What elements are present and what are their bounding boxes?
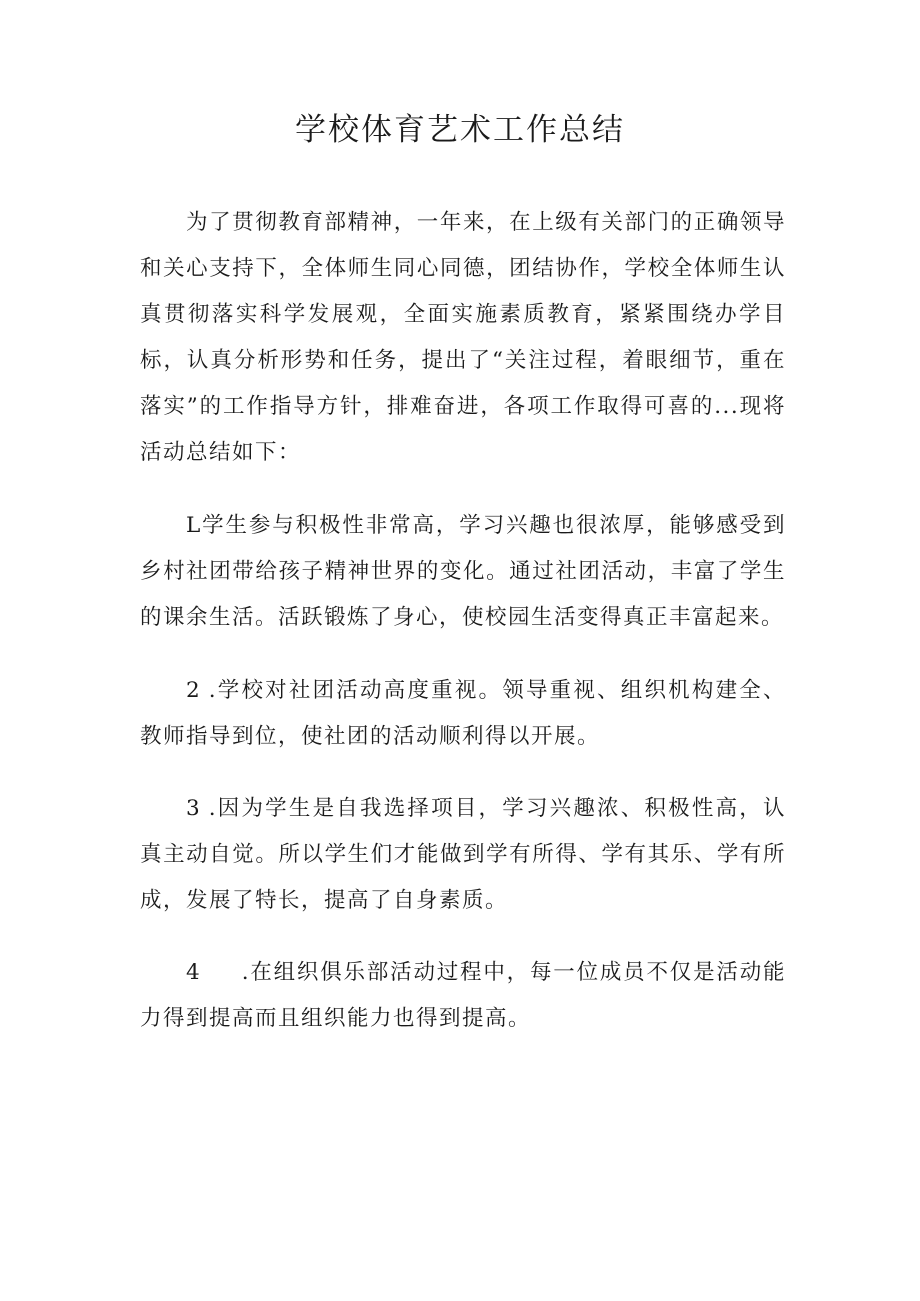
- document-title: 学校体育艺术工作总结: [295, 112, 625, 148]
- item-3-text: .因为学生是自我选择项目，学习兴趣浓、积极性高，认真主动自觉。所以学生们才能做到学有所得、学有其乐、学有所成，发展了特长，提高了自身素质。: [140, 796, 786, 913]
- intro-paragraph: 为了贯彻教育部精神，一年来，在上级有关部门的正确领导和关心支持下，全体师生同心同德，团结协作，学校全体师生认真贯彻落实科学发展观，全面实施素质教育，紧紧围绕办学目标，认真分析形势和任务，提出了“关注过程，着眼细节，重在落实”的工作指导方针，排难奋进，各项工作取得可喜的...现将活动总结如下：: [140, 210, 786, 465]
- item-4-number: 4: [186, 960, 200, 985]
- item-3-number: 3: [186, 796, 200, 821]
- item-4-text: .在组织俱乐部活动过程中，每一位成员不仅是活动能力得到提高而且组织能力也得到提高。: [140, 960, 786, 1031]
- item-4-paragraph: [140, 950, 786, 1042]
- item-3-paragraph: [140, 786, 786, 924]
- item-2-text: .学校对社团活动高度重视。领导重视、组织机构建全、教师指导到位，使社团的活动顺利得以开展。: [140, 678, 786, 749]
- item-1-paragraph: L学生参与积极性非常高，学习兴趣也很浓厚，能够感受到乡村社团带给孩子精神世界的变化。通过社团活动，丰富了学生的课余生活。活跃锻炼了身心，使校园生活变得真正丰富起来。: [140, 513, 786, 630]
- item-2-number: 2: [186, 678, 200, 703]
- item-2-paragraph: [140, 668, 786, 760]
